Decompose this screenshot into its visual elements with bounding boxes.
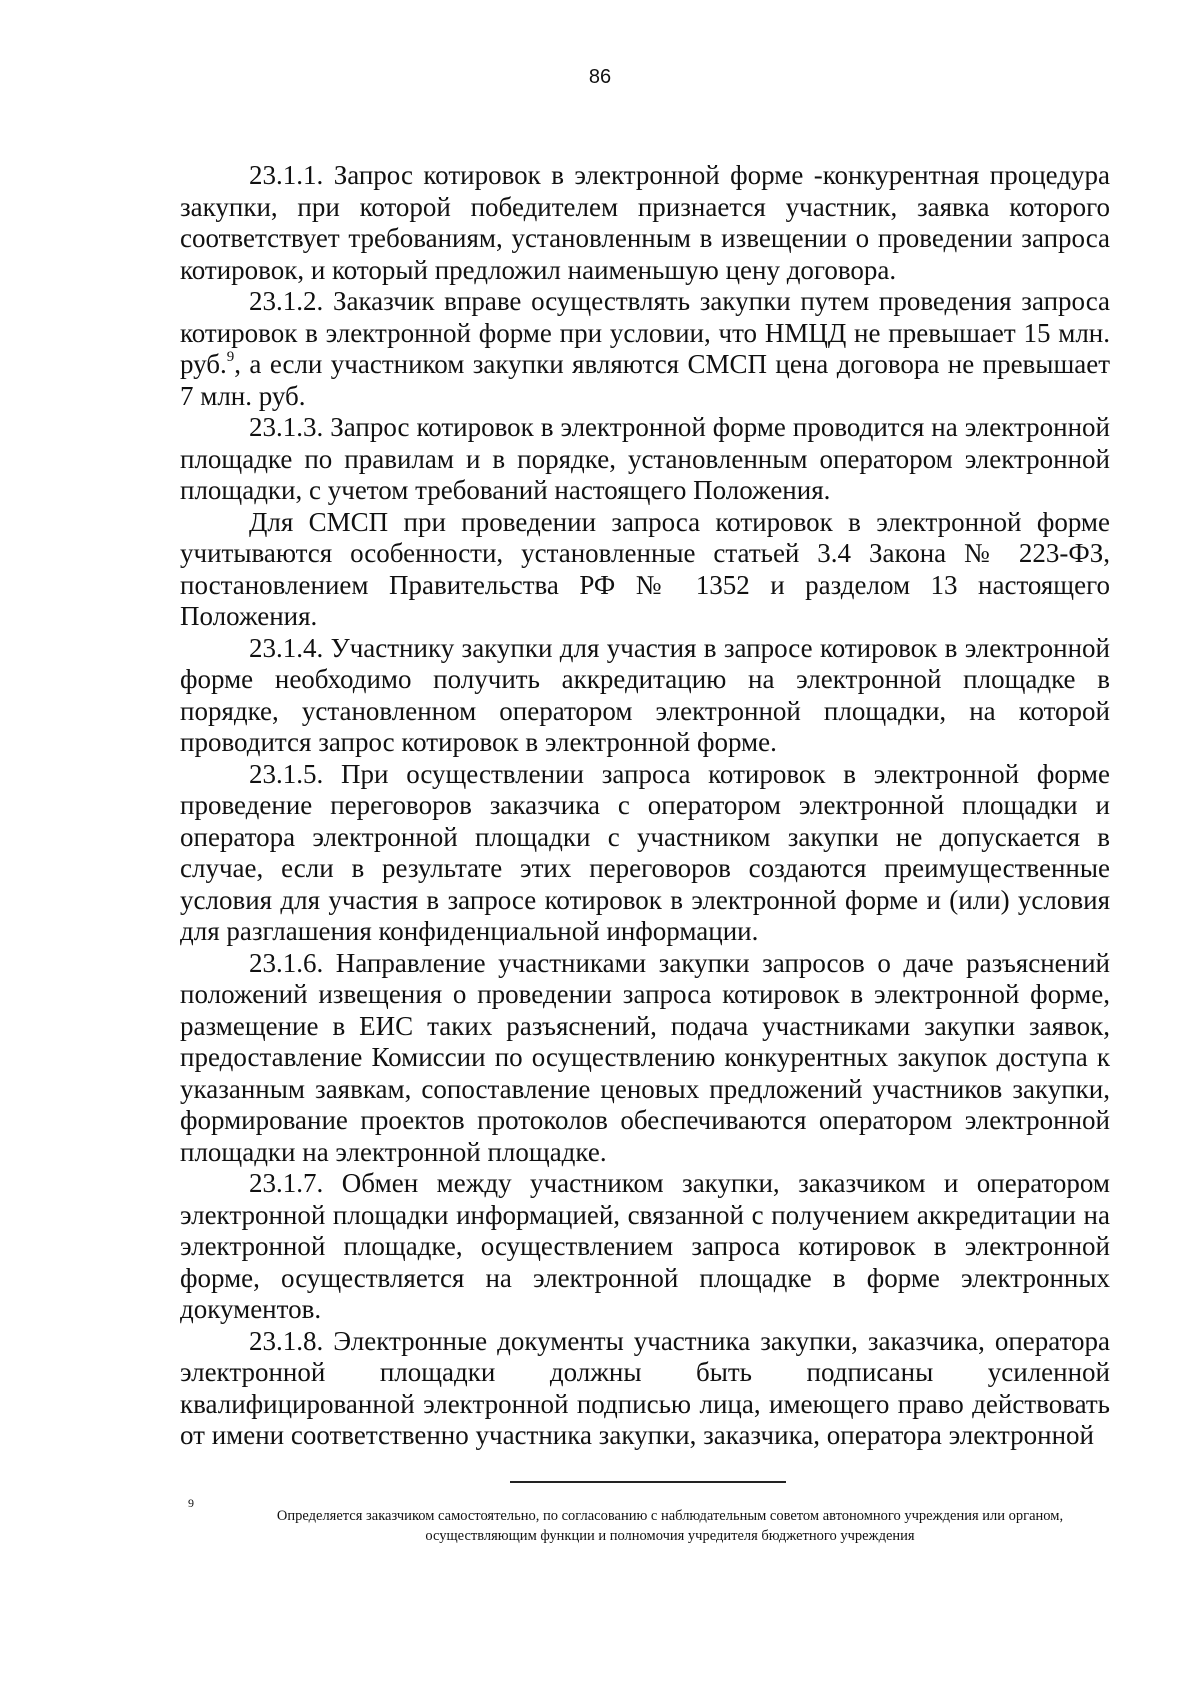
paragraph-text: 23.1.7. Обмен между участником закупки, заказчиком и оператором электронной площадки информацией, связанной с получением аккредитации на электронной площадке, осуществлением запроса котировок в электронной форме, осуществляется на электронной площадке в форме электронных документов. — [180, 1168, 1110, 1324]
paragraph-23-1-1 — [180, 160, 1110, 286]
paragraph-text: 23.1.6. Направление участниками закупки запросов о даче разъяснений положений извещения о проведении запроса котировок в электронной форме, размещение в ЕИС таких разъяснений, подача участниками закупки заявок, предоставление Комиссии по осуществлению конкурентных закупок доступа к указанным заявкам, сопоставление ценовых предложений участников закупки, формирование проектов протоколов обеспечиваются оператором электронной площадки на электронной площадке. — [180, 947, 1110, 1167]
paragraph-text: 23.1.2. Заказчик вправе осуществлять закупки путем проведения запроса котировок в электронной форме при условии, что НМЦД не превышает 15 млн. руб. — [180, 286, 1110, 379]
paragraph-23-1-7 — [180, 1168, 1110, 1326]
paragraph-23-1-2 — [180, 286, 1110, 412]
paragraph-text: 23.1.3. Запрос котировок в электронной форме проводится на электронной площадке по правилам и в порядке, установленным оператором электронной площадки, с учетом требований настоящего Положения. — [180, 412, 1110, 505]
paragraph-23-1-8 — [180, 1326, 1110, 1452]
footnote-text: Определяется заказчиком самостоятельно, по согласованию с наблюдательным советом автономного учреждения или органом, осуществляющим функции и полномочия учредителя бюджетного учреждения — [276, 1508, 1064, 1544]
paragraph-23-1-5 — [180, 759, 1110, 948]
paragraph-text: 23.1.8. Электронные документы участника закупки, заказчика, оператора электронной площадки должны быть подписаны усиленной квалифицированной электронной подписью лица, имеющего право действовать от имени соответственно участника закупки, заказчика, оператора электронной — [180, 1325, 1110, 1450]
paragraph-23-1-6 — [180, 948, 1110, 1169]
paragraph-text: 23.1.5. При осуществлении запроса котировок в электронной форме проведение переговоров заказчика с оператором электронной площадки и оператора электронной площадки с участником закупки не допускается в случае, если в результате этих переговоров создаются преимущественные условия для участия в запросе котировок в электронной форме и (или) условия для разглашения конфиденциальной информации. — [180, 758, 1110, 946]
footnote-mark: 9 — [188, 1496, 194, 1510]
paragraph-text: Для СМСП при проведении запроса котировок в электронной форме учитываются особенности, установленные статьей 3.4 Закона № 223-ФЗ, постановлением Правительства РФ № 1352 и разделом 13 настоящего Положения. — [180, 506, 1110, 631]
paragraph-text-continued: , а если участником закупки являются СМСП цена договора не превышает 7 млн. руб. — [180, 349, 1110, 411]
footnote-reference: 9 — [226, 349, 235, 365]
paragraph-text: 23.1.4. Участнику закупки для участия в запросе котировок в электронной форме необходимо получить аккредитацию на электронной площадке в порядке, установленном оператором электронной площадки, на которой проводится запрос котировок в электронной форме. — [180, 632, 1110, 757]
paragraph-23-1-4 — [180, 633, 1110, 759]
paragraph-text: 23.1.1. Запрос котировок в электронной форме -конкурентная процедура закупки, при которой победителем признается участник, заявка которого соответствует требованиям, установленным в извещении о проведении запроса котировок, и который предложил наименьшую цену договора. — [180, 160, 1110, 285]
page-number: 86 — [588, 66, 612, 88]
paragraph-23-1-3 — [180, 412, 1110, 507]
document-body — [180, 160, 1110, 1452]
footnote-divider — [510, 1481, 786, 1483]
paragraph-smsp — [180, 507, 1110, 633]
